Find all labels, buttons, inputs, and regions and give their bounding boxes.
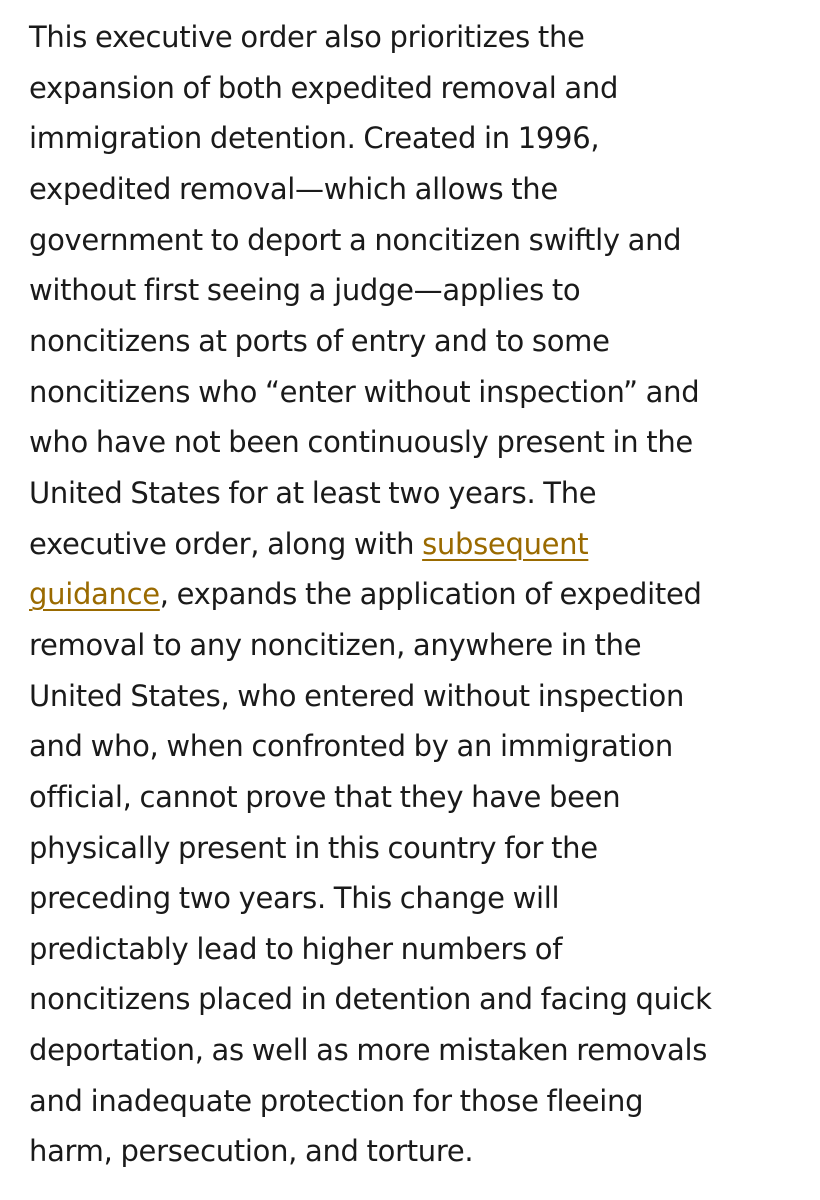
text-line: and who, when confronted by an immigration <box>29 729 673 764</box>
text-before-link: executive order, along with <box>29 526 423 561</box>
text-line: This executive order also prioritizes the <box>29 20 585 54</box>
text-after-link: , expands the application of expedited <box>159 577 702 612</box>
text-line: expedited removal—which allows the <box>29 171 558 206</box>
text-line: immigration detention. Created in 1996, <box>29 121 600 156</box>
text-line: deportation, as well as more mistaken removals <box>29 1033 708 1068</box>
text-line: without first seeing a judge—applies to <box>29 273 581 308</box>
text-line: harm, persecution, and torture. <box>29 1134 474 1169</box>
text-line: expansion of both expedited removal and <box>29 70 619 105</box>
text-line: who have not been continuously present in the <box>29 425 693 460</box>
text-line: preceding two years. This change will <box>29 881 560 916</box>
text-line: predictably lead to higher numbers of <box>29 931 563 966</box>
text-line-with-link <box>29 569 809 620</box>
text-line: government to deport a noncitizen swiftly and <box>29 222 682 257</box>
text-line: noncitizens who “enter without inspection” and <box>29 374 700 409</box>
subsequent-guidance-link-part-1[interactable]: subsequent <box>422 526 589 561</box>
text-line: United States for at least two years. The <box>29 475 597 510</box>
text-line: and inadequate protection for those fleeing <box>29 1083 644 1118</box>
text-line: United States, who entered without inspection <box>29 678 685 713</box>
text-line: noncitizens placed in detention and facing quick <box>29 982 712 1017</box>
text-line: noncitizens at ports of entry and to some <box>29 323 610 358</box>
subsequent-guidance-link-part-2[interactable]: guidance <box>29 577 160 612</box>
text-line-with-link <box>29 519 809 570</box>
text-line: physically present in this country for the <box>29 830 598 865</box>
text-line: removal to any noncitizen, anywhere in the <box>29 627 642 662</box>
article-paragraph <box>29 12 809 1177</box>
text-line: official, cannot prove that they have been <box>29 779 621 814</box>
